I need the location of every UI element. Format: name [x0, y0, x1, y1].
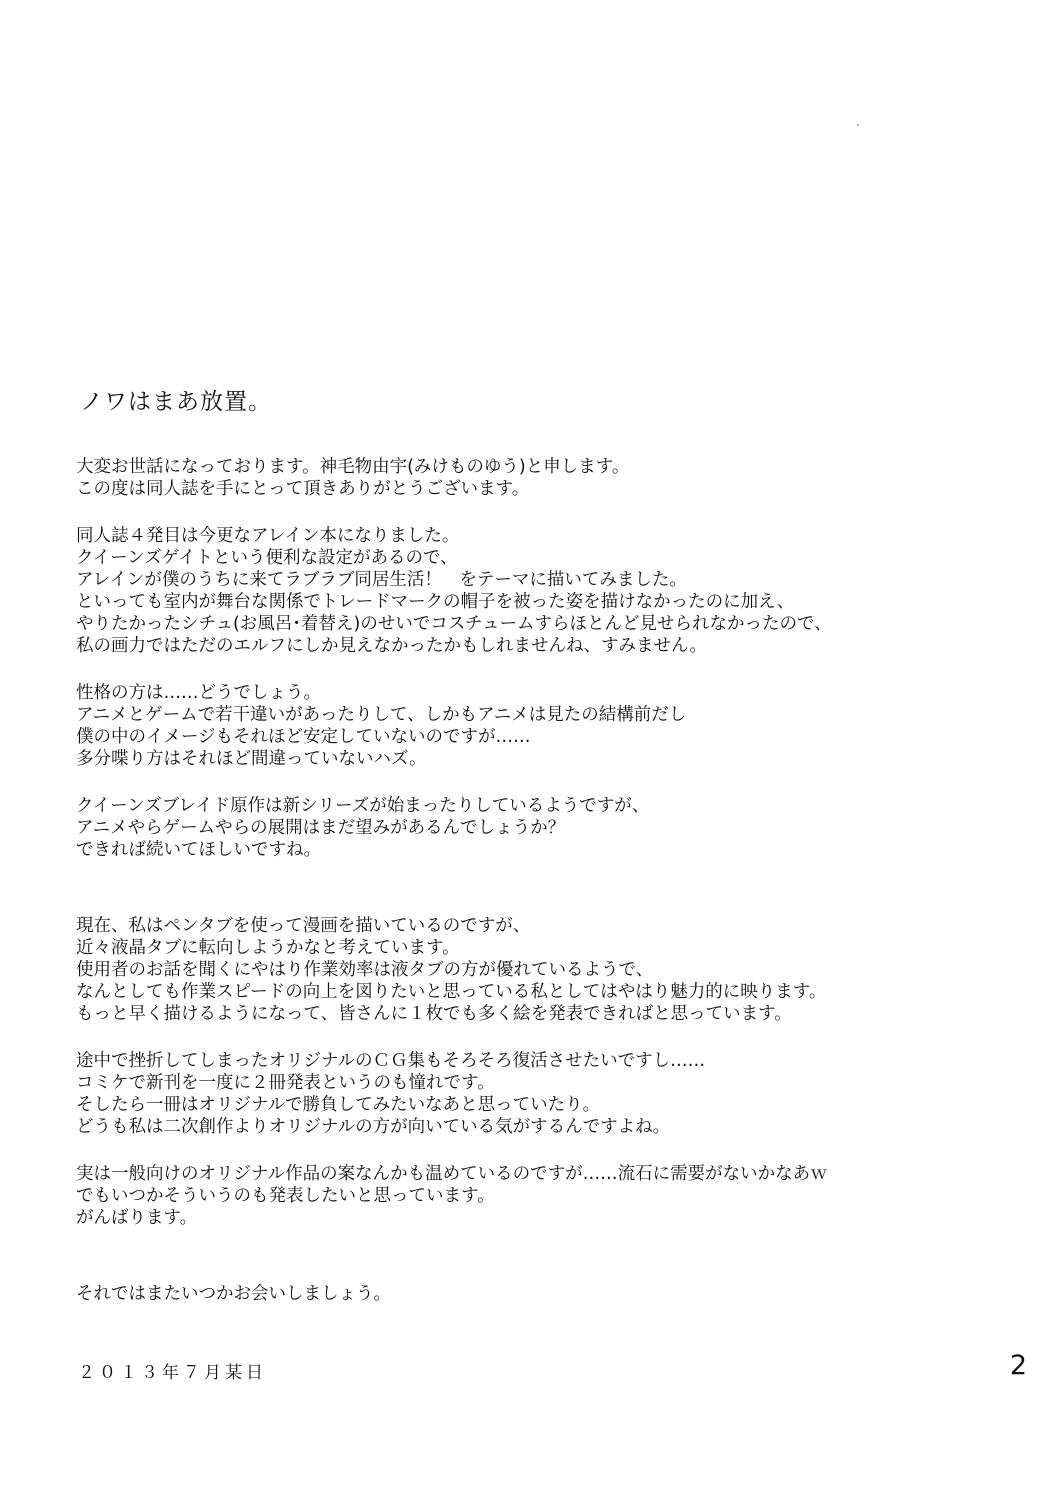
text-line: アニメとゲームで若干違いがあったりして、しかもアニメは見たの結構前だし: [76, 705, 687, 725]
text-line: この度は同人誌を手にとって頂きありがとうございます。: [76, 479, 530, 499]
paragraph: [76, 915, 1006, 1025]
text-line: もっと早く描けるようになって、皆さんに１枚でも多く絵を発表できればと思っています。: [76, 1004, 792, 1024]
afterword-heading: ノワはまあ放置。: [80, 389, 272, 415]
text-line: 途中で挫折してしまったオリジナルのＣＧ集もそろそろ復活させたいですし……: [76, 1051, 706, 1071]
text-line: やりたかったシチュ(お風呂･着替え)のせいでコスチュームすらほとんど見せられなかったので、: [76, 614, 832, 634]
text-line: といっても室内が舞台な関係でトレードマークの帽子を被った姿を描けなかったのに加え、: [76, 592, 795, 612]
text-line: 実は一般向けのオリジナル作品の案なんかも温めているのですが……流石に需要がないかなあｗ: [76, 1164, 828, 1184]
text-line: 私の画力ではただのエルフにしか見えなかったかもしれませんね、すみません。: [76, 636, 708, 656]
text-line: 性格の方は……どうでしょう。: [76, 683, 321, 703]
paragraph: [76, 1283, 1006, 1305]
paragraph: [76, 525, 1006, 657]
text-line: コミケで新刊を一度に２冊発表というのも憧れです。: [76, 1073, 495, 1093]
afterword-body: [76, 456, 1006, 1330]
text-line: できれば続いてほしいですね。: [76, 840, 321, 860]
text-line: がんばります。: [76, 1208, 198, 1228]
text-line: 僕の中のイメージもそれほど安定していないのですが……: [76, 727, 531, 747]
text-line: 大変お世話になっております。神毛物由宇(みけものゆう)と申します。: [76, 457, 630, 477]
page-number: 2: [1009, 1350, 1027, 1381]
paragraph: [76, 795, 1006, 861]
paper-speck: [857, 124, 859, 126]
paragraph: [76, 1163, 1006, 1229]
text-line: 現在、私はペンタブを使って漫画を描いているのですが、: [76, 916, 531, 936]
text-line: そしたら一冊はオリジナルで勝負してみたいなあと思っていたり。: [76, 1095, 601, 1115]
paragraph: [76, 682, 1006, 770]
text-line: どうも私は二次創作よりオリジナルの方が向いている気がするんですよね。: [76, 1117, 671, 1137]
text-line: アレインが僕のうちに来てラブラブ同居生活！ をテーマに描いてみました。: [76, 570, 687, 590]
text-line: 多分喋り方はそれほど間違っていないハズ。: [76, 749, 427, 769]
text-line: 使用者のお話を聞くにやはり作業効率は液タブの方が優れているようで、: [76, 960, 654, 980]
text-line: でもいつかそういうのも発表したいと思っています。: [76, 1186, 495, 1206]
date-line: ２０１３年７月某日: [78, 1363, 267, 1383]
text-line: アニメやらゲームやらの展開はまだ望みがあるんでしょうか？: [76, 818, 566, 838]
paragraph: [76, 1050, 1006, 1138]
text-line: クイーンズゲイトという便利な設定があるので、: [76, 548, 458, 568]
text-line: それではまたいつかお会いしましょう。: [76, 1284, 391, 1304]
text-line: なんとしても作業スピードの向上を図りたいと思っている私としてはやはり魅力的に映ります。: [76, 982, 827, 1002]
text-line: 近々液晶タブに転向しようかなと考えています。: [76, 938, 460, 958]
paragraph: [76, 456, 1006, 500]
text-line: 同人誌４発目は今更なアレイン本になりました。: [76, 526, 460, 546]
text-line: クイーンズブレイド原作は新シリーズが始まったりしているようですが、: [76, 796, 650, 816]
